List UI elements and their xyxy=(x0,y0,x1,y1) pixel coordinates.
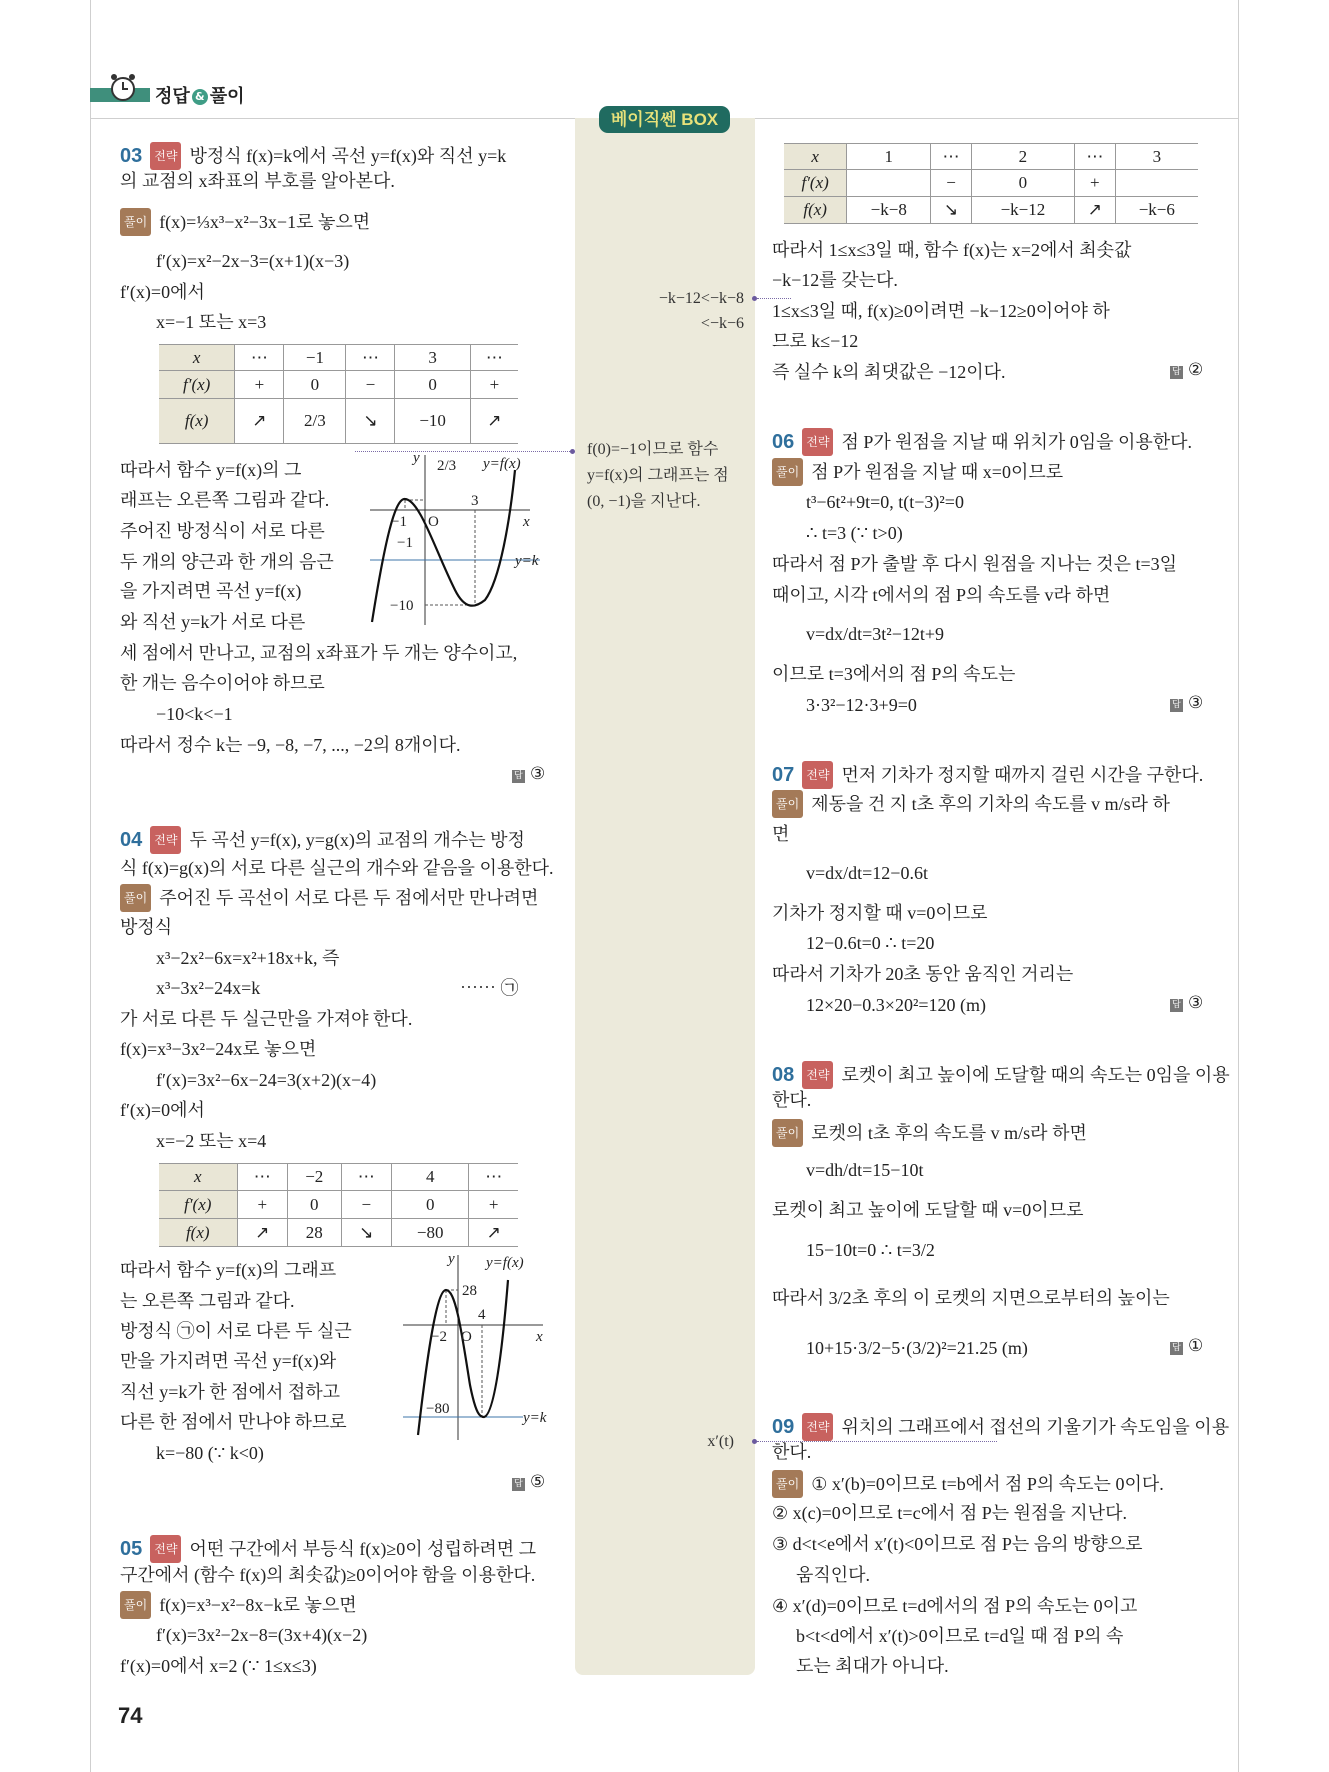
text-line: 한 개는 음수이어야 하므로 xyxy=(120,673,325,693)
text-line: 직선 y=k가 한 점에서 접하고 xyxy=(120,1382,341,1402)
problem-number: 06 xyxy=(772,431,795,453)
answer-07 xyxy=(1170,993,1203,1013)
equation-line: −10<k<−1 xyxy=(156,704,233,724)
y-label: y xyxy=(413,450,420,466)
cell: ↗ xyxy=(1075,197,1116,224)
problem-06-strategy xyxy=(772,428,1192,456)
text-line: 따라서 정수 k는 −9, −8, −7, ..., −2의 8개이다. xyxy=(120,735,461,755)
table-row-x xyxy=(159,345,518,371)
equation-line: v=dx/dt=12−0.6t xyxy=(806,863,928,883)
cell: ⋯ xyxy=(341,1164,391,1191)
y-intercept-label: −1 xyxy=(397,535,413,551)
answer-value: ③ xyxy=(1188,693,1204,713)
text-line: 방정식 xyxy=(120,917,173,937)
table-row-x xyxy=(159,1164,518,1191)
equation-line: v=dx/dt=3t²−12t+9 xyxy=(806,624,945,644)
strategy-text: 로켓이 최고 높이에 도달할 때의 속도는 0임을 이용 xyxy=(841,1065,1230,1085)
cell: f′(x) xyxy=(159,371,235,399)
text-line: 도는 최대가 아니다. xyxy=(796,1656,949,1676)
table-row-f xyxy=(159,399,518,444)
origin-label: O xyxy=(428,514,439,530)
answer-05 xyxy=(1170,360,1203,380)
answer-value: ② xyxy=(1188,360,1204,380)
cell: 0 xyxy=(395,371,470,399)
text: f(x)=⅓x³−x²−3x−1로 놓으면 xyxy=(159,212,371,232)
equation-line: k=−80 (∵ k<0) xyxy=(156,1443,264,1463)
problem-number: 03 xyxy=(120,145,143,167)
text-line: 래프는 오른쪽 그림과 같다. xyxy=(120,490,330,510)
cell: − xyxy=(341,1191,391,1219)
answer-03 xyxy=(512,764,545,784)
equation-line: 3·3²−12·3+9=0 xyxy=(806,695,917,715)
cell: ⋯ xyxy=(235,345,284,371)
text-line: 움직인다. xyxy=(796,1565,871,1585)
header-amp: & xyxy=(192,89,208,105)
problem-number: 07 xyxy=(772,764,795,786)
cell: −80 xyxy=(392,1219,469,1247)
equation-line: f′(x)=3x²−6x−24=3(x+2)(x−4) xyxy=(156,1070,377,1090)
solution-badge: 풀이 xyxy=(772,790,803,818)
cell: ↘ xyxy=(341,1219,391,1247)
text-line: 만을 가지려면 곡선 y=f(x)와 xyxy=(120,1351,337,1371)
equation-line: f′(x)=3x²−2x−8=(3x+4)(x−2) xyxy=(156,1625,368,1645)
equation-line: ∴ t=3 (∵ t>0) xyxy=(806,523,903,543)
solution-badge: 풀이 xyxy=(772,1119,803,1147)
table-row-f xyxy=(784,197,1198,224)
cell: ↘ xyxy=(931,197,972,224)
strategy-badge: 전략 xyxy=(802,1061,833,1089)
box-note-f0-3: (0, −1)을 지난다. xyxy=(587,493,701,510)
cell: ↗ xyxy=(237,1219,287,1247)
cell: f(x) xyxy=(159,1219,237,1247)
strategy-badge: 전략 xyxy=(150,1535,181,1563)
text-line: 기차가 정지할 때 v=0이므로 xyxy=(772,903,988,923)
cell: ⋯ xyxy=(1075,144,1116,170)
page-border-left xyxy=(90,0,91,1772)
cell: 2 xyxy=(971,144,1074,170)
solution-line xyxy=(772,1470,1164,1498)
solution-line xyxy=(120,208,370,236)
text-line: 므로 k≤−12 xyxy=(772,331,859,351)
text-line: 따라서 함수 y=f(x)의 그 xyxy=(120,460,302,480)
cell: −k−6 xyxy=(1115,197,1198,224)
cell: f(x) xyxy=(784,197,847,224)
x-label: x xyxy=(536,1329,543,1345)
text: 제동을 건 지 t초 후의 기차의 속도를 v m/s라 하 xyxy=(811,794,1170,814)
table-row-f xyxy=(159,1219,518,1247)
y-label: y xyxy=(448,1251,455,1267)
cell: 0 xyxy=(971,170,1074,197)
cell: x xyxy=(784,144,847,170)
text-line: 을 가지려면 곡선 y=f(x) xyxy=(120,581,302,601)
cell: ↘ xyxy=(346,399,395,444)
text-line: 주어진 방정식이 서로 다른 xyxy=(120,521,325,541)
line-label: y=k xyxy=(515,553,539,569)
min-label: −10 xyxy=(390,598,414,614)
cell: f(x) xyxy=(159,399,235,444)
cell: + xyxy=(235,371,284,399)
cell: f′(x) xyxy=(784,170,847,197)
cell: 0 xyxy=(287,1191,341,1219)
equation-tag: ⋯⋯ ㉠ xyxy=(460,978,519,998)
line-label: y=k xyxy=(523,1410,547,1426)
solution-line xyxy=(120,1591,357,1619)
answer-value: ① xyxy=(1188,1336,1204,1356)
strategy-badge: 전략 xyxy=(802,1413,833,1441)
basic-box-label: 베이직쎈 BOX xyxy=(599,106,730,133)
text-line: 구간에서 (함수 f(x)의 최솟값)≥0이어야 함을 이용한다. xyxy=(120,1565,536,1585)
text-line: ④ x′(d)=0이므로 t=d에서의 점 P의 속도는 0이고 xyxy=(772,1596,1138,1616)
text-line: 한다. xyxy=(772,1090,812,1110)
text-line: ② x(c)=0이므로 t=c에서 점 P는 원점을 지난다. xyxy=(772,1503,1127,1523)
table-row-fprime xyxy=(784,170,1198,197)
cell: 1 xyxy=(847,144,931,170)
text-line: 식 f(x)=g(x)의 서로 다른 실근의 개수와 같음을 이용한다. xyxy=(120,858,554,878)
cell: x xyxy=(159,1164,237,1191)
text-line: 두 개의 양근과 한 개의 음근 xyxy=(120,552,334,572)
max-label: 2/3 xyxy=(437,458,457,474)
cell: x xyxy=(159,345,235,371)
cell: 2/3 xyxy=(284,399,346,444)
text-line: 의 교점의 x좌표의 부호를 알아본다. xyxy=(120,171,395,191)
header-title-b: 풀이 xyxy=(209,86,245,107)
text-line: 때이고, 시각 t에서의 점 P의 속도를 v라 하면 xyxy=(772,585,1111,605)
cell: −k−8 xyxy=(847,197,931,224)
solution-badge: 풀이 xyxy=(120,884,151,912)
max-label: 28 xyxy=(462,1283,477,1299)
cell: ⋯ xyxy=(931,144,972,170)
text-line: 이므로 t=3에서의 점 P의 속도는 xyxy=(772,664,1016,684)
variation-table-04 xyxy=(159,1163,518,1247)
box-note-inequality-2: <−k−6 xyxy=(700,315,744,332)
answer-icon: 답 xyxy=(1170,999,1183,1012)
text: f(x)=x³−x²−8x−k로 놓으면 xyxy=(159,1595,357,1615)
solution-badge: 풀이 xyxy=(120,1591,151,1619)
cell: −k−12 xyxy=(971,197,1074,224)
equation-line: 12−0.6t=0 ∴ t=20 xyxy=(806,933,935,953)
table-row-fprime xyxy=(159,371,518,399)
problem-08-strategy xyxy=(772,1061,1230,1089)
strategy-text: 방정식 f(x)=k에서 곡선 y=f(x)와 직선 y=k xyxy=(189,146,507,166)
problem-number: 05 xyxy=(120,1538,143,1560)
text-line: 방정식 ㉠이 서로 다른 두 실근 xyxy=(120,1321,352,1341)
box-note-f0-2: y=f(x)의 그래프는 점 xyxy=(587,467,729,484)
problem-number: 09 xyxy=(772,1416,795,1438)
cell: ↗ xyxy=(470,399,518,444)
solution-line xyxy=(772,458,1063,486)
min-label: −80 xyxy=(426,1401,450,1417)
text-line: f′(x)=0에서 xyxy=(120,1100,205,1120)
equation-line: 12×20−0.3×20²=120 (m) xyxy=(806,995,986,1015)
solution-line xyxy=(120,884,538,912)
tick-4: 4 xyxy=(478,1307,486,1323)
text-line: f′(x)=0에서 x=2 (∵ 1≤x≤3) xyxy=(120,1656,317,1676)
cell: −10 xyxy=(395,399,470,444)
solution-line xyxy=(772,1119,1087,1147)
text-line: 1≤x≤3일 때, f(x)≥0이려면 −k−12≥0이어야 하 xyxy=(772,301,1110,321)
cell: 0 xyxy=(284,371,346,399)
answer-icon: 답 xyxy=(512,1478,525,1491)
text-line: 세 점에서 만나고, 교점의 x좌표가 두 개는 양수이고, xyxy=(120,643,518,663)
equation-line: t³−6t²+9t=0, t(t−3)²=0 xyxy=(806,492,964,512)
problem-09-strategy xyxy=(772,1413,1229,1441)
box-note-inequality: −k−12<−k−8 xyxy=(658,290,744,307)
problem-05-strategy xyxy=(120,1535,536,1563)
note-pointer-dot xyxy=(570,449,575,454)
cell: −2 xyxy=(287,1164,341,1191)
equation-line: x³−2x²−6x=x²+18x+k, 즉 xyxy=(156,948,340,968)
cell: ⋯ xyxy=(237,1164,287,1191)
text-line: 로켓이 최고 높이에 도달할 때 v=0이므로 xyxy=(772,1200,1084,1220)
equation-line: x³−3x²−24x=k xyxy=(156,978,261,998)
text: 로켓의 t초 후의 속도를 v m/s라 하면 xyxy=(811,1123,1087,1143)
equation-line: x=−1 또는 x=3 xyxy=(156,312,267,332)
strategy-text: 두 곡선 y=f(x), y=g(x)의 교점의 개수는 방정 xyxy=(189,830,525,850)
problem-number: 04 xyxy=(120,829,143,851)
text-line: f(x)=x³−3x²−24x로 놓으면 xyxy=(120,1039,317,1059)
answer-value: ③ xyxy=(530,764,546,784)
x-label: x xyxy=(523,514,530,530)
answer-06 xyxy=(1170,693,1203,713)
text: 주어진 두 곡선이 서로 다른 두 점에서만 만나려면 xyxy=(159,888,539,908)
text: ① x′(b)=0이므로 t=b에서 점 P의 속도는 0이다. xyxy=(811,1474,1164,1494)
cell: 28 xyxy=(287,1219,341,1247)
strategy-text: 위치의 그래프에서 접선의 기울기가 속도임을 이용 xyxy=(841,1417,1230,1437)
solution-badge: 풀이 xyxy=(772,458,803,486)
equation-line: 15−10t=0 ∴ t=3/2 xyxy=(806,1240,935,1260)
problem-number: 08 xyxy=(772,1064,795,1086)
cell: ⋯ xyxy=(470,345,518,371)
box-note-xprime: x′(t) xyxy=(707,1433,734,1450)
text-line: f′(x)=0에서 xyxy=(120,282,205,302)
cell: − xyxy=(931,170,972,197)
answer-08 xyxy=(1170,1336,1203,1356)
cell: + xyxy=(1075,170,1116,197)
cell: ⋯ xyxy=(469,1164,518,1191)
solution-line xyxy=(772,790,1170,818)
text-line: 다른 한 점에서 만나야 하므로 xyxy=(120,1412,347,1432)
page-number: 74 xyxy=(118,1703,143,1728)
cell: + xyxy=(237,1191,287,1219)
solution-badge: 풀이 xyxy=(772,1470,803,1498)
equation-line: f′(x)=x²−2x−3=(x+1)(x−3) xyxy=(156,251,350,271)
answer-icon: 답 xyxy=(1170,1342,1183,1355)
tick-minus1: −1 xyxy=(391,514,407,530)
cell: + xyxy=(469,1191,518,1219)
text-line: 따라서 기차가 20초 동안 움직인 거리는 xyxy=(772,964,1074,984)
text-line: 따라서 점 P가 출발 후 다시 원점을 지나는 것은 t=3일 xyxy=(772,554,1178,574)
strategy-badge: 전략 xyxy=(150,142,181,170)
text-line: 즉 실수 k의 최댓값은 −12이다. xyxy=(772,362,1006,382)
answer-04 xyxy=(512,1472,545,1492)
cell: ⋯ xyxy=(346,345,395,371)
cell: 3 xyxy=(1115,144,1198,170)
cell: f′(x) xyxy=(159,1191,237,1219)
graph-03 xyxy=(365,450,565,630)
text-line: 와 직선 y=k가 서로 다른 xyxy=(120,612,306,632)
variation-table-05 xyxy=(784,143,1198,224)
equation-line: x=−2 또는 x=4 xyxy=(156,1131,267,1151)
problem-04-strategy xyxy=(120,826,525,854)
answer-value: ③ xyxy=(1188,993,1204,1013)
tick-minus2: −2 xyxy=(431,1329,447,1345)
answer-value: ⑤ xyxy=(530,1472,546,1492)
strategy-text: 점 P가 원점을 지날 때 위치가 0임을 이용한다. xyxy=(841,432,1193,452)
problem-03-strategy xyxy=(120,142,506,170)
text-line: 한다. xyxy=(772,1442,812,1462)
strategy-badge: 전략 xyxy=(150,826,181,854)
cell: −1 xyxy=(284,345,346,371)
strategy-text: 어떤 구간에서 부등식 f(x)≥0이 성립하려면 그 xyxy=(189,1539,537,1559)
equation-line: v=dh/dt=15−10t xyxy=(806,1160,924,1180)
text: 점 P가 원점을 지날 때 x=0이므로 xyxy=(811,462,1064,482)
table-row-fprime xyxy=(159,1191,518,1219)
text-line: b<t<d에서 x′(t)>0이므로 t=d일 때 점 P의 속 xyxy=(796,1626,1124,1646)
cell: 0 xyxy=(392,1191,469,1219)
text-line: 따라서 3/2초 후의 이 로켓의 지면으로부터의 높이는 xyxy=(772,1288,1170,1308)
box-note-f0: f(0)=−1이므로 함수 xyxy=(587,441,719,458)
problem-07-strategy xyxy=(772,761,1203,789)
cell: − xyxy=(346,371,395,399)
answer-icon: 답 xyxy=(1170,366,1183,379)
curve-label: y=f(x) xyxy=(483,456,521,472)
tick-3: 3 xyxy=(471,493,479,509)
cell: ↗ xyxy=(235,399,284,444)
text-line: 는 오른쪽 그림과 같다. xyxy=(120,1291,295,1311)
cell: ↗ xyxy=(469,1219,518,1247)
variation-table-03 xyxy=(159,344,518,444)
text-line: −k−12를 갖는다. xyxy=(772,270,898,290)
text-line: 따라서 함수 y=f(x)의 그래프 xyxy=(120,1260,337,1280)
text-line: 가 서로 다른 두 실근만을 가져야 한다. xyxy=(120,1009,413,1029)
curve-label: y=f(x) xyxy=(486,1255,524,1271)
origin-label: O xyxy=(461,1329,472,1345)
alarm-clock-icon xyxy=(108,70,138,104)
page-border-right xyxy=(1238,0,1239,1772)
strategy-badge: 전략 xyxy=(802,428,833,456)
cell xyxy=(1115,170,1198,197)
strategy-badge: 전략 xyxy=(802,761,833,789)
cell: 3 xyxy=(395,345,470,371)
header-title xyxy=(155,82,245,108)
text-line: 따라서 1≤x≤3일 때, 함수 f(x)는 x=2에서 최솟값 xyxy=(772,240,1132,260)
cell: 4 xyxy=(392,1164,469,1191)
answer-icon: 답 xyxy=(512,770,525,783)
text-line: ③ d<t<e에서 x′(t)<0이므로 점 P는 음의 방향으로 xyxy=(772,1534,1143,1554)
cell xyxy=(847,170,931,197)
header-title-a: 정답 xyxy=(155,86,190,107)
answer-icon: 답 xyxy=(1170,699,1183,712)
graph-04 xyxy=(398,1245,568,1445)
strategy-text: 먼저 기차가 정지할 때까지 걸린 시간을 구한다. xyxy=(841,765,1204,785)
table-row-x xyxy=(784,144,1198,170)
solution-badge: 풀이 xyxy=(120,208,151,236)
equation-line: 10+15·3/2−5·(3/2)²=21.25 (m) xyxy=(806,1338,1028,1358)
cell: + xyxy=(470,371,518,399)
text-line: 면 xyxy=(772,824,790,844)
